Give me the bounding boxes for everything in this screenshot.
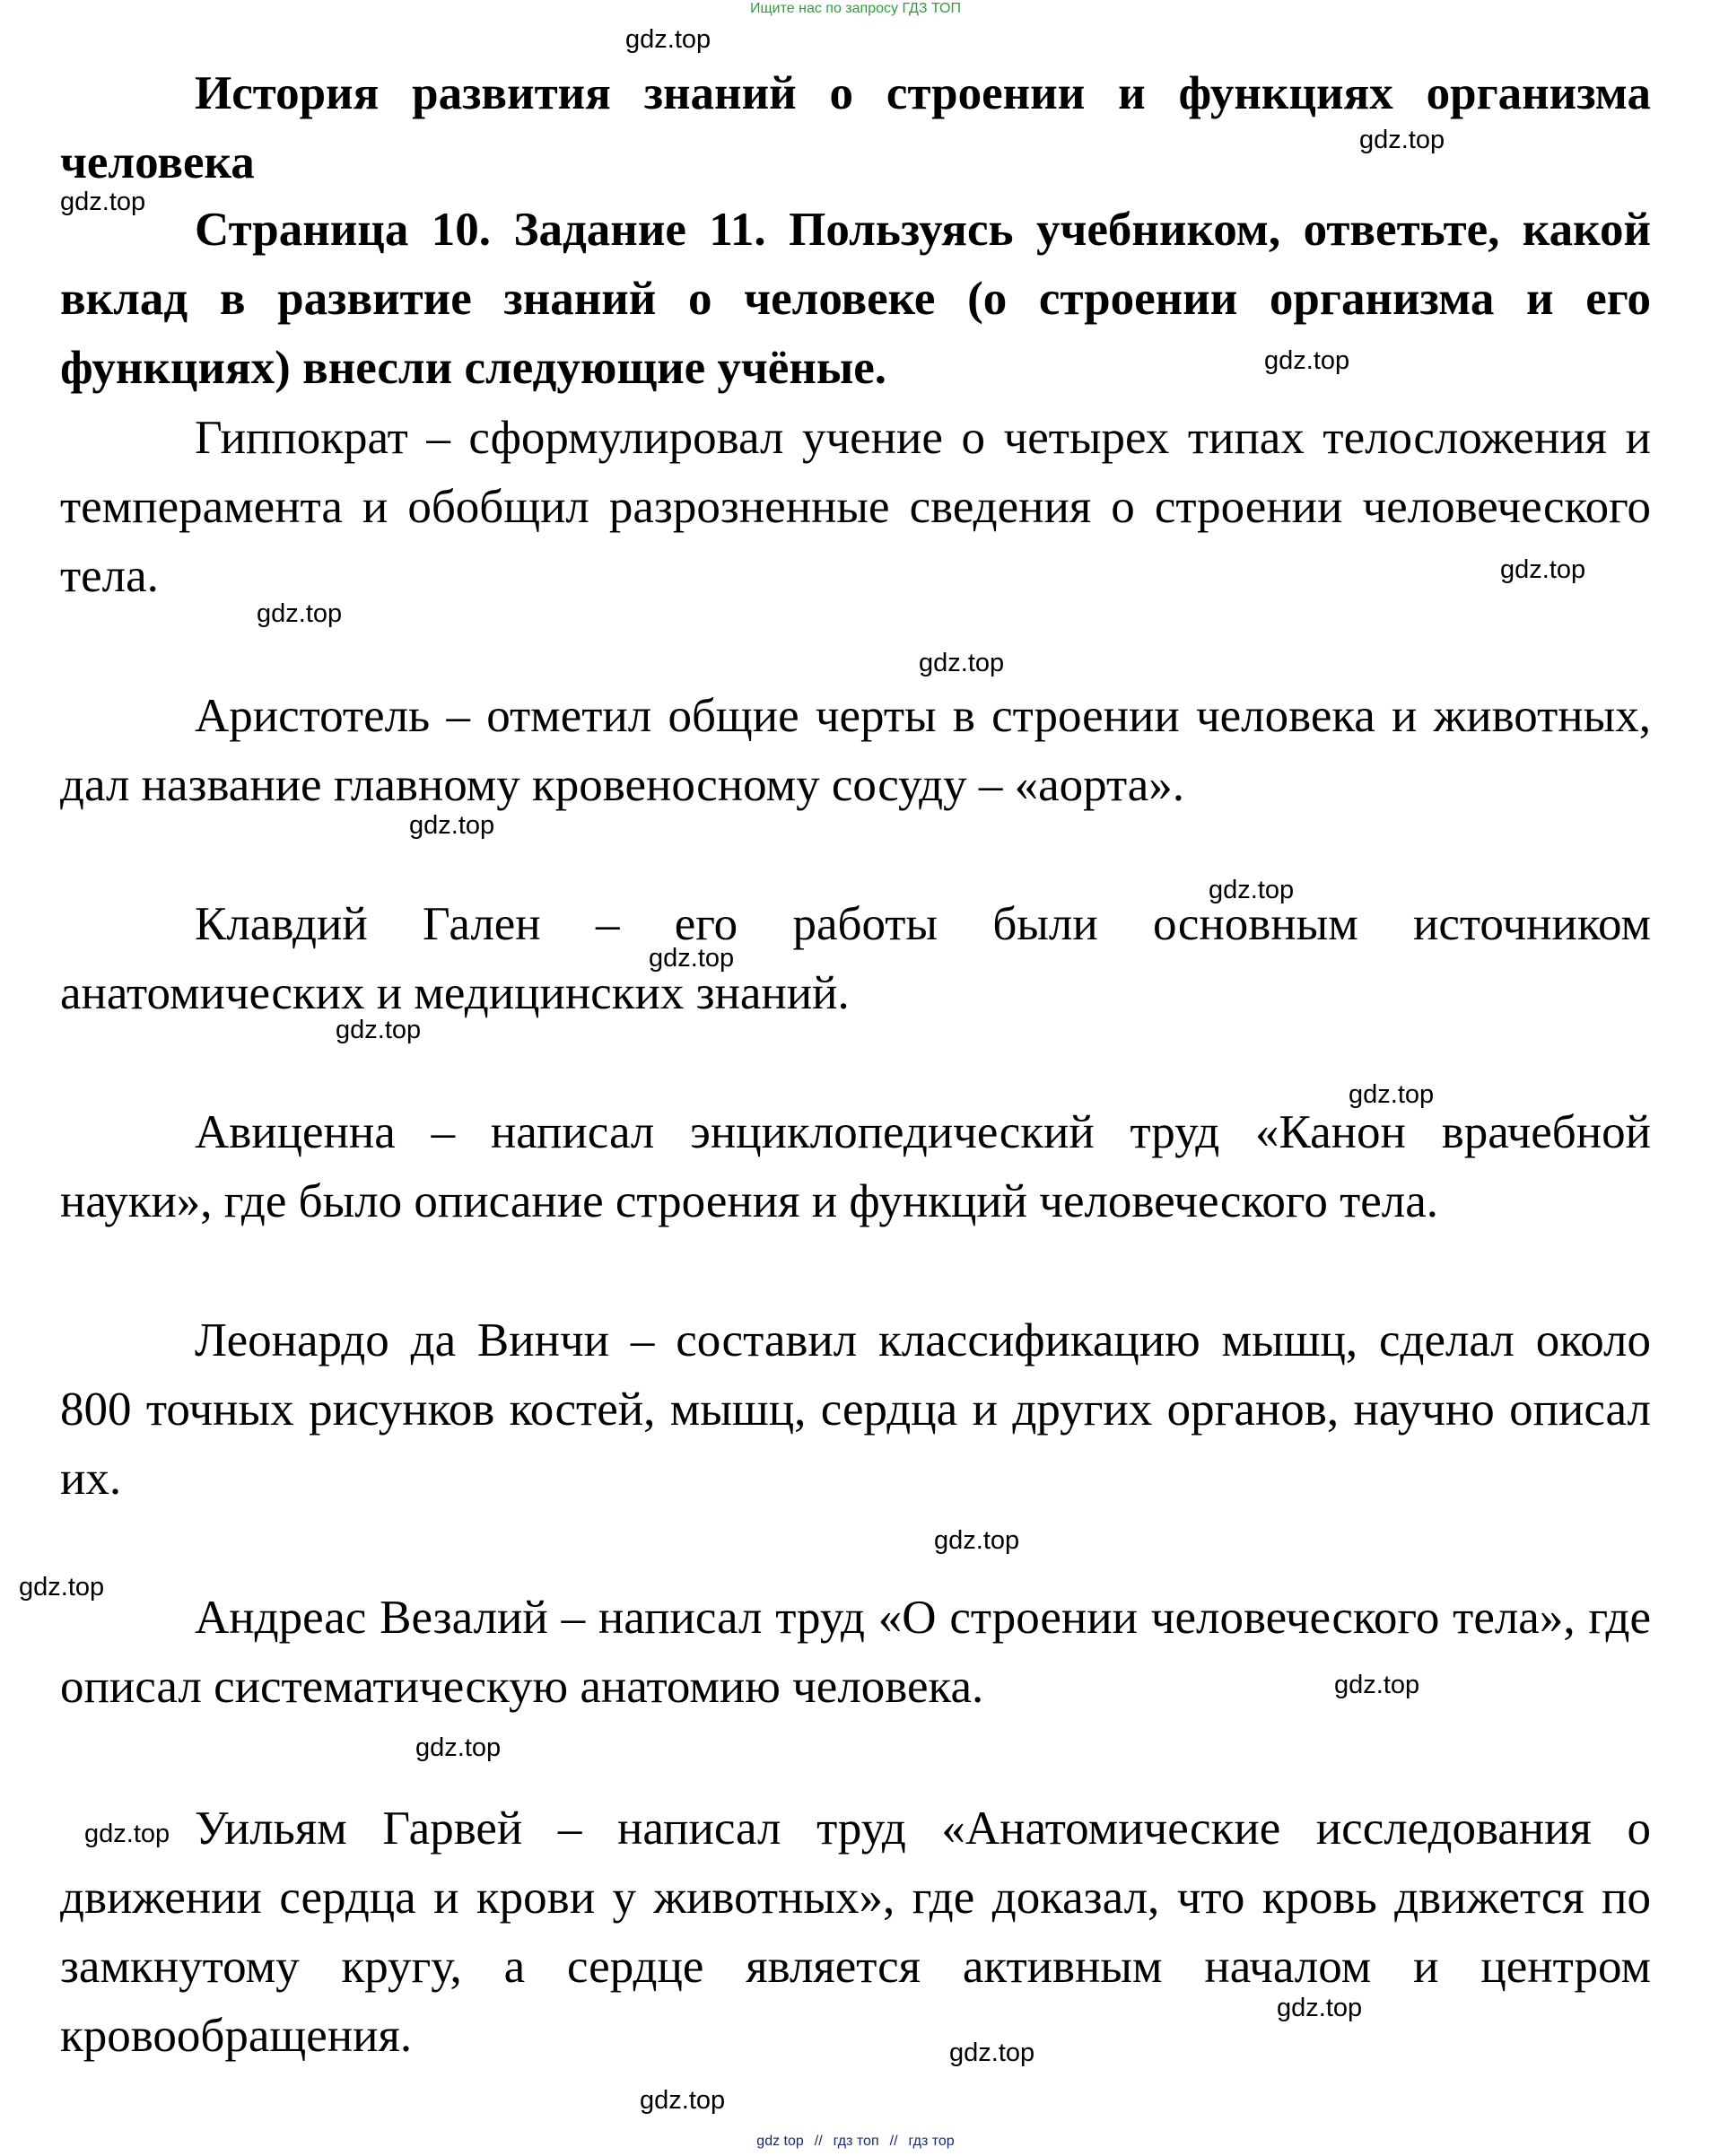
- watermark: gdz.top: [257, 599, 343, 628]
- footer-link-gdz-tor[interactable]: гдз тор: [908, 2134, 955, 2149]
- watermark: gdz.top: [1349, 1080, 1435, 1109]
- watermark: gdz.top: [934, 1526, 1020, 1555]
- watermark: gdz.top: [625, 25, 711, 54]
- watermark: gdz.top: [640, 2086, 726, 2115]
- watermark: gdz.top: [1209, 876, 1295, 904]
- watermark: gdz.top: [60, 188, 146, 216]
- watermark: gdz.top: [1264, 346, 1350, 375]
- watermark: gdz.top: [1334, 1671, 1420, 1699]
- answer-hippocrates: Гиппократ – сформулировал учение о четырех типах телосложения и темперамента и обобщил разрозненные сведения о строении человеческого тела.: [60, 412, 1651, 602]
- answer-galen: Клавдий Гален – его работы были основным источником анатомических и медицинских знаний.: [60, 898, 1651, 1019]
- watermark: gdz.top: [415, 1733, 502, 1762]
- watermark: gdz.top: [336, 1016, 422, 1044]
- page-title: История развития знаний о строении и функциях организма человека: [60, 67, 1651, 188]
- footer-link-gdz-top-ru[interactable]: гдз топ: [833, 2134, 879, 2149]
- watermark: gdz.top: [949, 2038, 1035, 2067]
- answer-harvey: Уильям Гарвей – написал труд «Анатомические исследования о движении сердца и крови у животных», где доказал, что кровь движется по замкнутому кругу, а сердце является активным началом и центром кровообращения.: [60, 1802, 1651, 2062]
- watermark: gdz.top: [19, 1573, 105, 1602]
- watermark: gdz.top: [1500, 555, 1586, 584]
- watermark: gdz.top: [1359, 126, 1445, 154]
- answer-vesalius: Андреас Везалий – написал труд «О строении человеческого тела», где описал систематическую анатомию человека.: [60, 1592, 1651, 1713]
- watermark: gdz.top: [1277, 1994, 1363, 2022]
- answer-aristotle: Аристотель – отметил общие черты в строении человека и животных, дал название главному кровеносному сосуду – «аорта».: [60, 690, 1651, 811]
- footer-separator: //: [814, 2134, 823, 2149]
- watermark: gdz.top: [409, 811, 495, 840]
- watermark: gdz.top: [649, 944, 735, 973]
- footer-links: [0, 2133, 1711, 2151]
- answer-leonardo: Леонардо да Винчи – составил классификацию мышц, сделал около 800 точных рисунков костей, мышц, сердца и других органов, научно описал их.: [60, 1314, 1651, 1505]
- answer-avicenna: Авиценна – написал энциклопедический труд «Канон врачебной науки», где было описание строения и функций человеческого тела.: [60, 1106, 1651, 1227]
- watermark: gdz.top: [84, 1820, 170, 1848]
- watermark: gdz.top: [919, 649, 1005, 677]
- task-heading: Страница 10. Задание 11. Пользуясь учебником, ответьте, какой вклад в развитие знаний о человеке (о строении организма и его функциях) внесли следующие учёные.: [60, 204, 1651, 394]
- top-banner-link[interactable]: Ищите нас по запросу ГДЗ ТОП: [750, 1, 961, 16]
- footer-link-gdz-top[interactable]: gdz top: [756, 2134, 804, 2149]
- footer-separator: //: [889, 2134, 898, 2149]
